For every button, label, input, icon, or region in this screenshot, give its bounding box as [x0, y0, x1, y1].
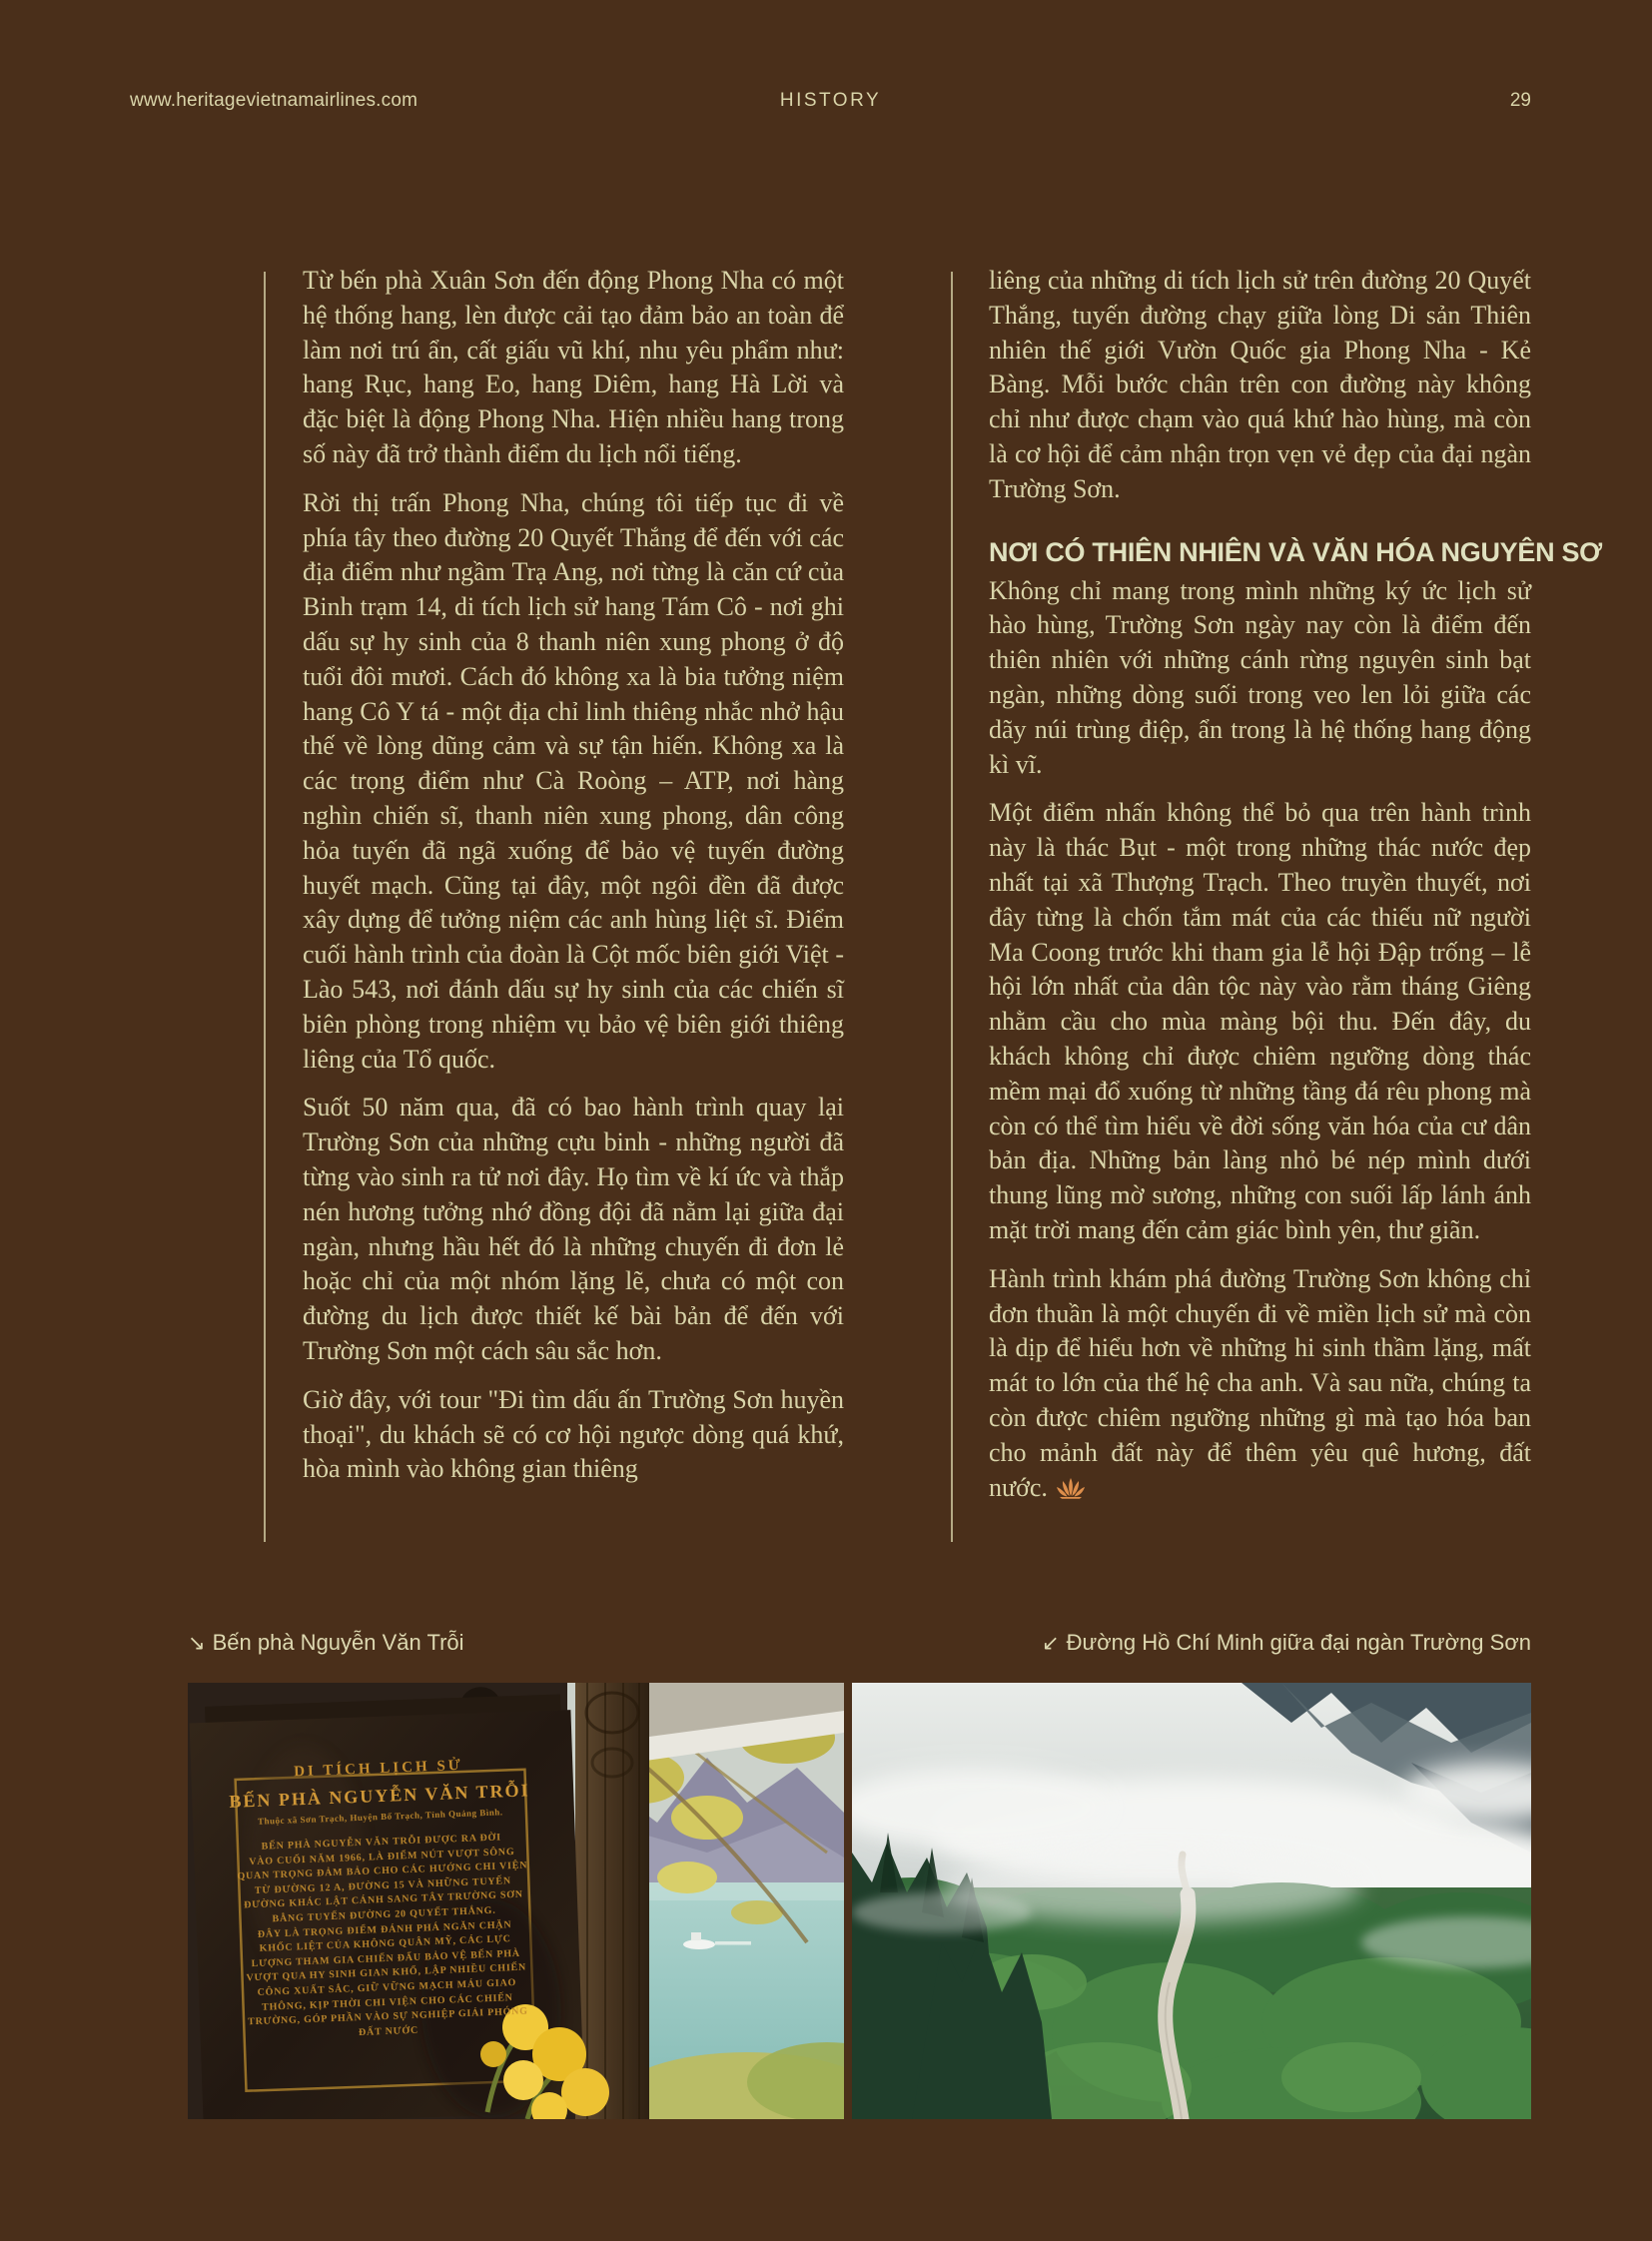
left-column-rule: [264, 272, 266, 1542]
paragraph: Suốt 50 năm qua, đã có bao hành trình quay lại Trường Sơn của những cựu binh - những người đã từng vào sinh ra tử nơi đây. Họ tìm về kí ức và thắp nén hương tưởng nhớ đồng đội đã nằm lại giữa đại ngàn, nhưng hầu hết đó là những chuyến đi đơn lẻ hoặc chỉ của một nhóm lặng lẽ, chưa có một con đường du lịch được thiết kế bài bản để đến với Trường Sơn một cách sâu sắc hơn.: [303, 1093, 844, 1365]
closing-paragraph: [989, 1262, 1531, 1506]
paragraph: Không chỉ mang trong mình những ký ức lịch sử hào hùng, Trường Sơn ngày nay còn là điểm đến thiên nhiên với những cánh rừng nguyên sinh bạt ngàn, những dòng suối trong veo len lỏi giữa các dãy núi trùng điệp, ẩn trong là hệ thống hang động kì vĩ.: [989, 575, 1531, 779]
stele-inscription: [211, 1755, 556, 2046]
section-subheading: NƠI CÓ THIÊN NHIÊN VÀ VĂN HÓA NGUYÊN SƠ: [989, 536, 1602, 567]
stele-subheading: Thuộc xã Sơn Trạch, Huyện Bố Trạch, Tỉnh Quảng Bình.: [257, 1807, 503, 1827]
arrow-down-right-icon: ↘: [188, 1632, 206, 1655]
photo-nguyen-van-troi-ferry: [188, 1683, 844, 2119]
section-title: HISTORY: [779, 90, 882, 111]
paragraph: Giờ đây, với tour "Đi tìm dấu ấn Trường Sơn huyền thoại", du khách sẽ có cơ hội ngược dòng quá khứ, hòa mình vào không gian thiêng: [303, 1384, 844, 1484]
caption-right: [1042, 1630, 1531, 1656]
paragraph: Rời thị trấn Phong Nha, chúng tôi tiếp tục đi về phía tây theo đường 20 Quyết Thắng để đến với các địa điểm như ngầm Trạ Ang, nơi từng là căn cứ của Binh trạm 14, di tích lịch sử hang Tám Cô - nơi ghi dấu sự hy sinh của 8 thanh niên xung phong ở độ tuổi đôi mươi. Cách đó không xa là bia tưởng niệm hang Cô Y tá - một địa chỉ linh thiêng nhắc nhở hậu thế về lòng dũng cảm và sự tận hiến. Không xa là các trọng điểm như Cà Roòng – ATP, nơi hàng nghìn chiến sĩ, thanh niên xung phong, dân công hỏa tuyến đã ngã xuống để bảo vệ tuyến đường huyết mạch. Cũng tại đây, một ngôi đền đã được xây dựng để tưởng niệm các anh hùng liệt sĩ. Điểm cuối hành trình của đoàn là Cột mốc biên giới Việt - Lào 543, nơi đánh dấu sự hy sinh của các chiến sĩ biên phòng trong nhiệm vụ bảo vệ biên giới thiêng liêng của Tổ quốc.: [303, 487, 844, 1074]
paragraph: Một điểm nhấn không thể bỏ qua trên hành trình này là thác Bụt - một trong những thác nước đẹp nhất tại xã Thượng Trạch. Theo truyền thuyết, nơi đây từng là chốn tắm mát của các thiếu nữ người Ma Coong trước khi tham gia lễ hội Đập trống – lễ hội lớn nhất của dân tộc này vào rằm tháng Giêng nhằm cầu cho mùa màng bội thu. Đến đây, du khách không chỉ được chiêm ngưỡng dòng thác mềm mại đổ xuống từ những tầng đá rêu phong mà còn có thể tìm hiểu về đời sống văn hóa của cư dân bản địa. Những bản làng nhỏ bé nép mình dưới thung lũng mờ sương, những con suối lấp lánh ánh mặt trời mang đến cảm giác bình yên, thư giãn.: [989, 798, 1531, 1244]
page-number: 29: [1509, 90, 1531, 111]
caption-left: [188, 1630, 464, 1656]
closing-text: Hành trình khám phá đường Trường Sơn không chỉ đơn thuần là một chuyến đi về miền lịch sử mà còn là dịp để hiểu hơn về những hi sinh thầm lặng, mất mát to lớn của thế hệ cha anh. Và sau nữa, chúng ta còn được chiêm ngưỡng những gì mà tạo hóa ban cho mảnh đất này để thêm yêu quê hương, đất nước.: [989, 1263, 1531, 1502]
lotus-icon: [1056, 1474, 1086, 1509]
paragraph: liêng của những di tích lịch sử trên đường 20 Quyết Thắng, tuyến đường chạy giữa lòng Di sản Thiên nhiên thế giới Vườn Quốc gia Phong Nha - Kẻ Bàng. Mỗi bước chân trên con đường này không chỉ như được chạm vào quá khứ hào hùng, mà còn là cơ hội để cảm nhận trọn vẹn vẻ đẹp của đại ngàn Trường Sơn.: [989, 266, 1531, 503]
photo-captions: [188, 1630, 1531, 1660]
caption-right-text: Đường Hồ Chí Minh giữa đại ngàn Trường Sơn: [1066, 1630, 1531, 1655]
right-photo-illustration: [852, 1683, 1531, 2119]
photo-ho-chi-minh-road: [852, 1683, 1531, 2119]
caption-left-text: Bến phà Nguyễn Văn Trỗi: [212, 1630, 464, 1655]
stele-heading-small: DI TÍCH LỊCH SỬ: [293, 1757, 464, 1781]
stele-body-text: BẾN PHÀ NGUYỄN VĂN TRỖI ĐƯỢC RA ĐỜI VÀO CUỐI NĂM 1966, LÀ ĐIỂM NÚT VƯỢT SÔNG QUAN TRỌNG ĐẢM BẢO CHO CÁC HƯỚNG CHI VIỆN TỪ ĐƯỜNG 12 A, ĐƯỜNG 15 VÀ NHỮNG TUYẾN ĐƯỜNG KHÁC LẬT CÁNH SANG TÂY TRƯỜNG SƠN BẰNG TUYẾN ĐƯỜNG 20 QUYẾT THẮNG. ĐÂY LÀ TRỌNG ĐIỂM ĐÁNH PHÁ NGĂN CHẶN KHỐC LIỆT CỦA KHÔNG QUÂN MỸ, CÁC LỰC LƯỢNG THAM GIA CHIẾN ĐẤU BẢO VỆ BẾN PHÀ VƯỢT QUA HY SINH GIAN KHỔ, LẬP NHIỀU CHIẾN CÔNG XUẤT SẮC, GIỮ VỮNG MẠCH MÁU GIAO THÔNG, KỊP THỜI CHI VIỆN CHO CÁC CHIẾN TRƯỜNG, GÓP PHẦN VÀO SỰ NGHIỆP GIẢI PHÓNG ĐẤT NƯỚC: [237, 1832, 528, 2038]
paragraph: Từ bến phà Xuân Sơn đến động Phong Nha có một hệ thống hang, lèn được cải tạo đảm bảo an toàn để làm nơi trú ẩn, cất giấu vũ khí, nhu yêu phẩm như: hang Rục, hang Eo, hang Diêm, hang Hà Lời và đặc biệt là động Phong Nha. Hiện nhiều hang trong số này đã trở thành điểm du lịch nổi tiếng.: [303, 266, 844, 468]
arrow-down-left-icon: ↙: [1042, 1632, 1060, 1655]
page-header: [130, 90, 1531, 116]
article-right-column: [989, 264, 1602, 1505]
column-divider-rule: [951, 272, 953, 1542]
article-left-column: [303, 264, 844, 1487]
website-url: www.heritagevietnamairlines.com: [130, 90, 418, 111]
stele-heading-main: BẾN PHÀ NGUYỄN VĂN TRỖI: [229, 1780, 530, 1812]
